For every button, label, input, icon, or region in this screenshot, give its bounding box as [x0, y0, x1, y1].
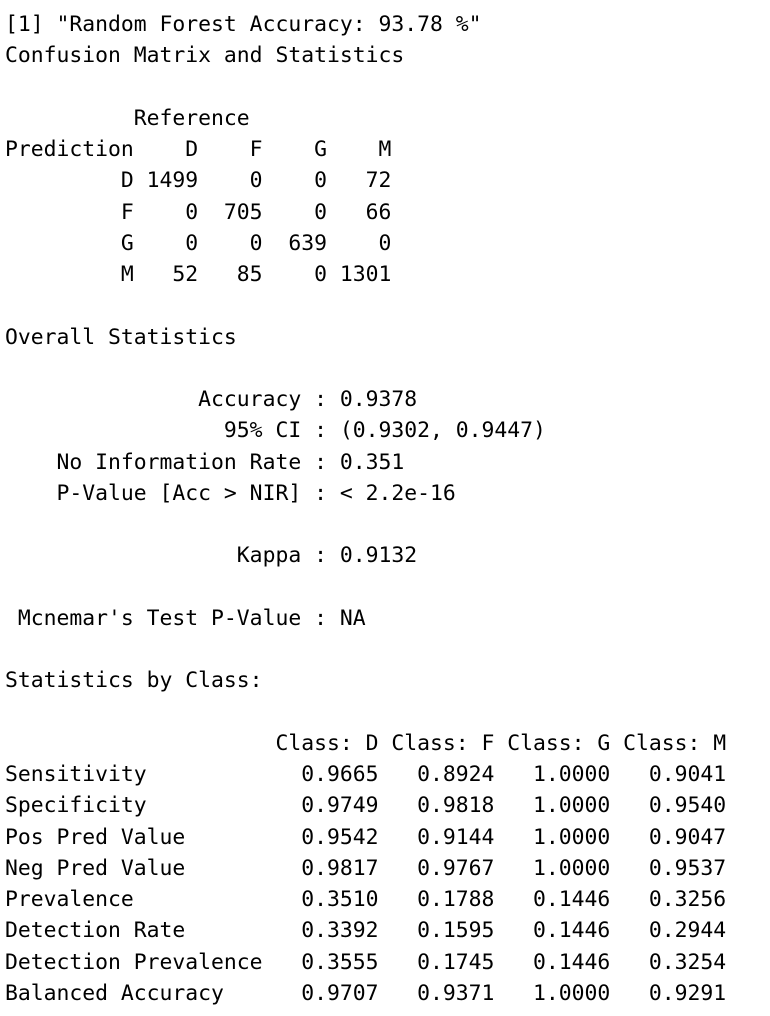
- console-line: [5, 509, 726, 540]
- console-line: [5, 290, 726, 321]
- console-line: Statistics by Class:: [5, 668, 263, 694]
- console-line: Pos Pred Value 0.9542 0.9144 1.0000 0.9047: [5, 824, 727, 850]
- console-line: Accuracy : 0.9378: [5, 387, 418, 412]
- console-line: P-Value [Acc > NIR] : < 2.2e-16: [5, 480, 456, 506]
- console-line: [1] "Random Forest Accuracy: 93.78 %": [5, 12, 482, 37]
- console-line: [5, 572, 726, 603]
- console-line: Kappa : 0.9132: [5, 543, 418, 569]
- console-line: Specificity 0.9749 0.9818 1.0000 0.9540: [5, 793, 727, 819]
- console-line: Sensitivity 0.9665 0.8924 1.0000 0.9041: [5, 762, 727, 787]
- console-line: Detection Prevalence 0.3555 0.1745 0.1446 0.3254: [5, 949, 727, 975]
- console-line: G 0 0 639 0: [5, 230, 392, 256]
- console-line: Reference: [5, 105, 250, 131]
- console-line: Balanced Accuracy 0.9707 0.9371 1.0000 0.9291: [5, 980, 727, 1006]
- console-line: [5, 697, 726, 728]
- console-line: Confusion Matrix and Statistics: [5, 43, 405, 69]
- console-line: F 0 705 0 66: [5, 199, 392, 225]
- console-line: Prediction D F G M: [5, 137, 392, 162]
- console-line: 95% CI : (0.9302, 0.9447): [5, 418, 546, 444]
- console-line: [5, 634, 726, 665]
- console-line: Mcnemar's Test P-Value : NA: [5, 605, 366, 631]
- console-line: Overall Statistics: [5, 324, 237, 350]
- console-line: Prevalence 0.3510 0.1788 0.1446 0.3256: [5, 887, 727, 912]
- console-line: Detection Rate 0.3392 0.1595 0.1446 0.2944: [5, 918, 727, 944]
- console-line: D 1499 0 0 72: [5, 168, 392, 194]
- console-line: M 52 85 0 1301: [5, 262, 392, 287]
- r-console-output: [5, 9, 726, 1009]
- console-line: [5, 72, 726, 103]
- console-line: [5, 353, 726, 384]
- console-line: Neg Pred Value 0.9817 0.9767 1.0000 0.9537: [5, 855, 727, 881]
- console-line: No Information Rate : 0.351: [5, 449, 405, 475]
- console-line: Class: D Class: F Class: G Class: M: [5, 730, 727, 756]
